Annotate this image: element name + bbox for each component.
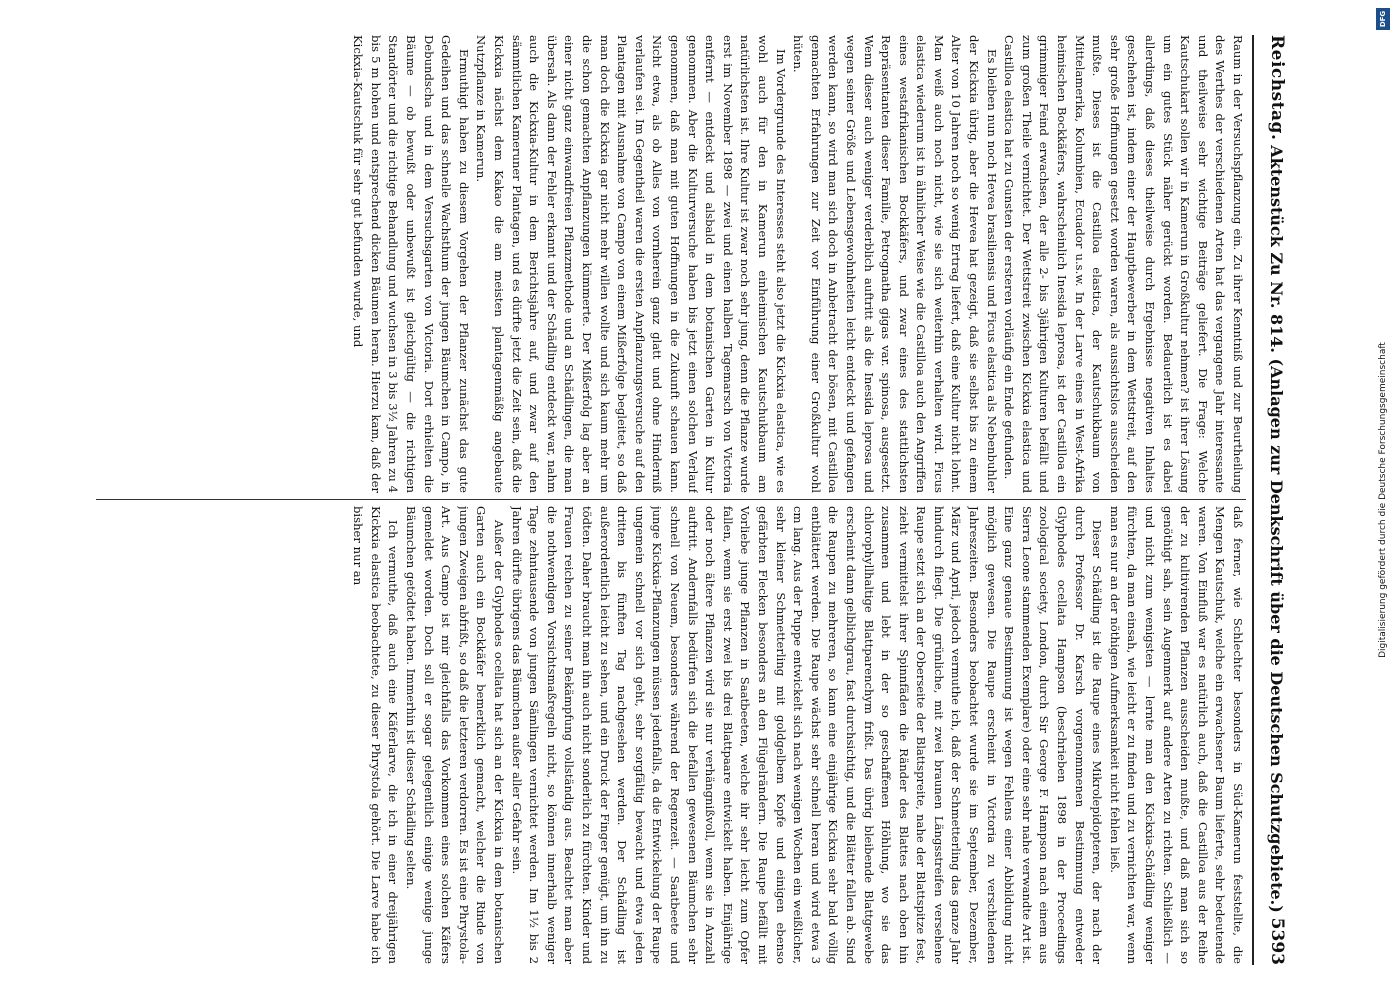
- page-number: 5393: [1267, 917, 1287, 965]
- right-column: [86, 506, 1246, 964]
- page-content-rotated: [80, 35, 1300, 965]
- paragraph: Im Vordergrunde des Interesses steht also jetzt die Kickxia elastica, wie es wohl auch für den in Kamerun einheimischen Kautschukbaum am natürlichsten ist. Ihre Kultur ist zwar noch sehr jung, denn die Pflanze wurde erst im November 1898 — zwei und einen halben Tagemarsch von Victoria entfernt — entdeckt und alsbald in dem botanischen Garten in Kultur genommen. Aber die Kulturversuche haben bis jetzt einen solchen Verlauf genommen, daß man mit guten Hoffnungen in die Zukunft schauen kann. Nicht etwa, als ob Alles von vornherein ganz glatt und ohne Hinderniß verlaufen sei. Im Gegentheil waren die ersten Anpflanzungsversuche auf den Plantagen mit Ausnahme von Campo von einem Mißerfolge begleitet, so daß man doch die Kickxia gar nicht mehr willen wollte und sich kaum mehr um die schon gemachten Anpflanzungen kümmerte. Der Mißerfolg lag aber an einer nicht ganz einwandfreien Pflanzmethode und an Schädlingen, die man übersah. Als dann der Fehler erkannt und der Schädling entdeckt war, nahm auch die Kickxia-Kultur in dem Berichtsjahre auf, und zwar auf den sämmtlichen Kameruner Plantagen, und es dürfte jetzt die Zeit sein, daß die Kickxia nächst dem Kakao die am meisten plantagenmäßig angebaute Nutzpflanze in Kamerun.: [474, 35, 788, 493]
- digitization-note: [1371, 0, 1395, 1000]
- scanned-page: [80, 35, 1300, 965]
- paragraph: Ermuthigt haben zu diesem Vorgehen der Pflanzer zunächst das gute Gedeihen und das schnelle Wachsthum der jungen Bäumchen in Campo, in Debundscha und in dem Versuchsgarten von Victoria. Dort erhielten die Bäume — ob bewußt oder unbewußt ist gleichgültig — die richtigen Standörter und die richtige Behandlung und wuchsen in 3 bis 3½ Jahren zu 4 bis 5 m hohen und entsprechend dicken Bäumen heran. Hierzu kam, daß der Kickxia-Kautschuk für sehr gut befunden wurde, und: [351, 35, 471, 493]
- paragraph: Außer der Glyphodes ocellata hat sich an der Kickxia in dem botanischen Garten auch ein Bockkäfer bemerklich gemacht, welcher die Rinde von jungen Zweigen abfrißt, so daß die letzteren verdorren. Es ist eine Phrystola-Art. Aus Campo ist mir gleichfalls das Vorkommen eines solchen Käfers gemeldet worden. Doch soll er sogar gelegentlich einige wenige junge Bäumchen getödtet haben. Immerhin ist dieser Schädling selten.: [404, 506, 507, 964]
- page-header: [1252, 35, 1300, 965]
- paragraph: Dieser Schädling ist die Raupe eines Mikrolepidopteren, der nach der durch Professor Dr. Karsch vorgenommenen Bestimmung entweder Glyphodes ocellata Hampson (beschrieben 1898 in der Proceedings zoological society, London, durch Sir George F. Hampson nach einem aus Sierra Leone stammenden Exemplare) oder eine sehr nahe verwandte Art ist. Eine ganz genaue Bestimmung ist wegen Fehlens einer Abbildung nicht möglich gewesen. Die Raupe erscheint in Victoria zu verschiedenen Jahreszeiten. Besonders beobachtet wurde sie im September, Dezember, März und April, jedoch vermuthe ich, daß der Schmetterling das ganze Jahr hindurch fliegt. Die grünliche, mit zwei braunen Längsstreifen versehene Raupe setzt sich an der Oberseite der Blattspreite, nahe der Blattspitze fest, zieht vermittelst ihrer Spinnfäden die Ränder des Blattes nach oben hin zusammen und lebt in der so geschaffenen Höhlung, wo sie das chlorophyllhaltige Blattparenchym frißt. Das übrig bleibende Blattgewebe erscheint dann gelblichgrau, fast durchsichtig, und die Blätter fallen ab. Sind die Raupen zu mehreren, so kann eine einjährige Kickxia sehr bald völlig entblättert werden. Die Raupe wächst sehr schnell heran und wird etwa 3 cm lang. Aus der Puppe entwickelt sich nach wenigen Wochen ein weißlicher, sehr kleiner Schmetterling mit goldgelbem Kopfe und einigen ebenso gefärbten Flecken besonders an den Flügelrändern. Die Raupe befällt mit Vorliebe junge Pflanzen in Saatbeeten, welche ihr sehr leicht zum Opfer fallen, wenn sie erst zwei bis drei Blattpaare entwickelt haben. Einjährige oder noch ältere Pflanzen wird sie nur verhängnißvoll, wenn sie in Anzahl auftritt. Andernfalls bedürfen sich die befallen gewesenen Bäumchen sehr schnell von Neuem, besonders während der Regenzeit. — Saatbeete und junge Kickxia-Pflanzungen müssen jedenfalls, da die Entwickelung der Raupe ungemein schnell vor sich geht, sehr sorgfältig bewacht und etwa jeden dritten bis fünften Tag nachgesehen werden. Der Schädling ist außerordentlich leicht zu sehen, und ein Druck der Finger genügt, um ihn zu tödten. Daher braucht man ihn auch nicht sonderlich zu fürchten. Kinder und Frauen reichen zu seiner Bekämpfung vollständig aus. Beachtet man aber die nothwendigen Vorsichtsmaßregeln nicht, so können innerhalb weniger Tage zehntausende von jungen Sämlingen vernichtet werden. Im 1½ bis 2 Jahren dürfte übrigens das Bäumchen außer aller Gefahr sein.: [509, 506, 1105, 964]
- digitization-credit: Digitalisierung gefördert durch die Deutsche Forschungsgemeinschaft: [1378, 342, 1388, 658]
- left-column: [86, 35, 1246, 493]
- header-left: Reichstag.: [1267, 35, 1287, 141]
- header-title: Aktenstück Zu Nr. 814. (Anlagen zur Denkschrift über die Deutschen Schutzgebiete.): [1267, 145, 1287, 913]
- paragraph: Es bleiben nun noch Hevea brasiliensis und Ficus elastica als Nebenbuhler der Kickxia übrig, aber die Hevea hat gezeigt, daß sie selbst bis zu einem Alter von 10 Jahren noch so wenig Ertrag liefert, daß eine Kultur nicht lohnt. Man weiß auch noch nicht, wie sie sich weiterhin verhalten wird. Ficus elastica wiederum ist in ähnlicher Weise wie die Castilloa auch den Angriffen eines westafrikanischen Bockkäfers, und zwar eines des stattlichsten Repräsentanten dieser Familie, Petrognatha gigas var. spinosa, ausgesetzt. Wenn dieser auch weniger verderblich auftritt als die Inesida leprosa und wegen seiner Größe und Lebensgewohnheiten leicht entdeckt und gefangen werden kann, so wird man sich doch in Anbetracht der bösen, mit Castilloa gemachten Erfahrungen zur Zeit vor Einführung einer Großkultur wohl hüten.: [791, 35, 999, 493]
- column-divider: [96, 499, 1246, 500]
- text-columns: [86, 35, 1246, 965]
- paragraph: daß ferner, wie Schlechter besonders in Süd-Kamerun feststellte, die Mengen Kautschuk, welche ein erwachsener Baum lieferte, sehr bedeutende waren. Von Einfluß war es natürlich auch, daß die Castilloa aus der Reihe der zu kultivirenden Pflanzen ausscheiden mußte, und daß man sich so genöthigt sah, sein Augenmerk auf andere Arten zu richten. Schließlich — und nicht zum wenigsten — lernte man den Kickxia-Schädling weniger fürchten, da man einsah, wie leicht er zu finden und zu vernichten war, wenn man es nur an der nöthigen Aufmerksamkeit nicht fehlen ließ.: [1107, 506, 1245, 964]
- dfg-logo: DFG: [1376, 8, 1390, 30]
- paragraph: Raum in der Versuchspflanzung ein. Zu ihrer Kenntniß und zur Beurtheilung des Werthes der verschiedenen Arten hat das vergangene Jahr interessante und theilweise sehr wichtige Beiträge geliefert. Die Frage: Welche Kautschukart sollen wir in Kamerun in Großkultur nehmen? ist ihrer Lösung um ein gutes Stück näher gerückt worden. Bedauerlich ist es dabei allerdings, daß dieses theilweise durch Ergebnisse negativen Inhaltes geschehen ist, indem einer der Hauptbewerber in dem Wettstreit, auf den sehr große Hoffnungen gesetzt worden waren, als aussichtslos ausscheiden mußte. Dieses ist die Castilloa elastica, der Kautschukbaum von Mittelamerika, Kolumbien, Ecuador u.s.w. In der Larve eines in West-Afrika heimischen Bockkäfers, wahrscheinlich Inesida leprosa, ist der Castilloa ein grimmiger Feind erwachsen, der alle 2- bis 3jährigen Kulturen befällt und zum großen Theile vernichtet. Der Wettstreit zwischen Kickxia elastica und Castilloa elastica hat zu Gunsten der ersteren vorläufig ein Ende gefunden.: [1002, 35, 1245, 493]
- paragraph: Ich vermuthe, daß auch eine Käferlarve, die ich in einer dreijährigen Kickxia elastica beobachtete, zu dieser Phrystola gehört. Die Larve habe ich bisher nur an: [351, 506, 401, 964]
